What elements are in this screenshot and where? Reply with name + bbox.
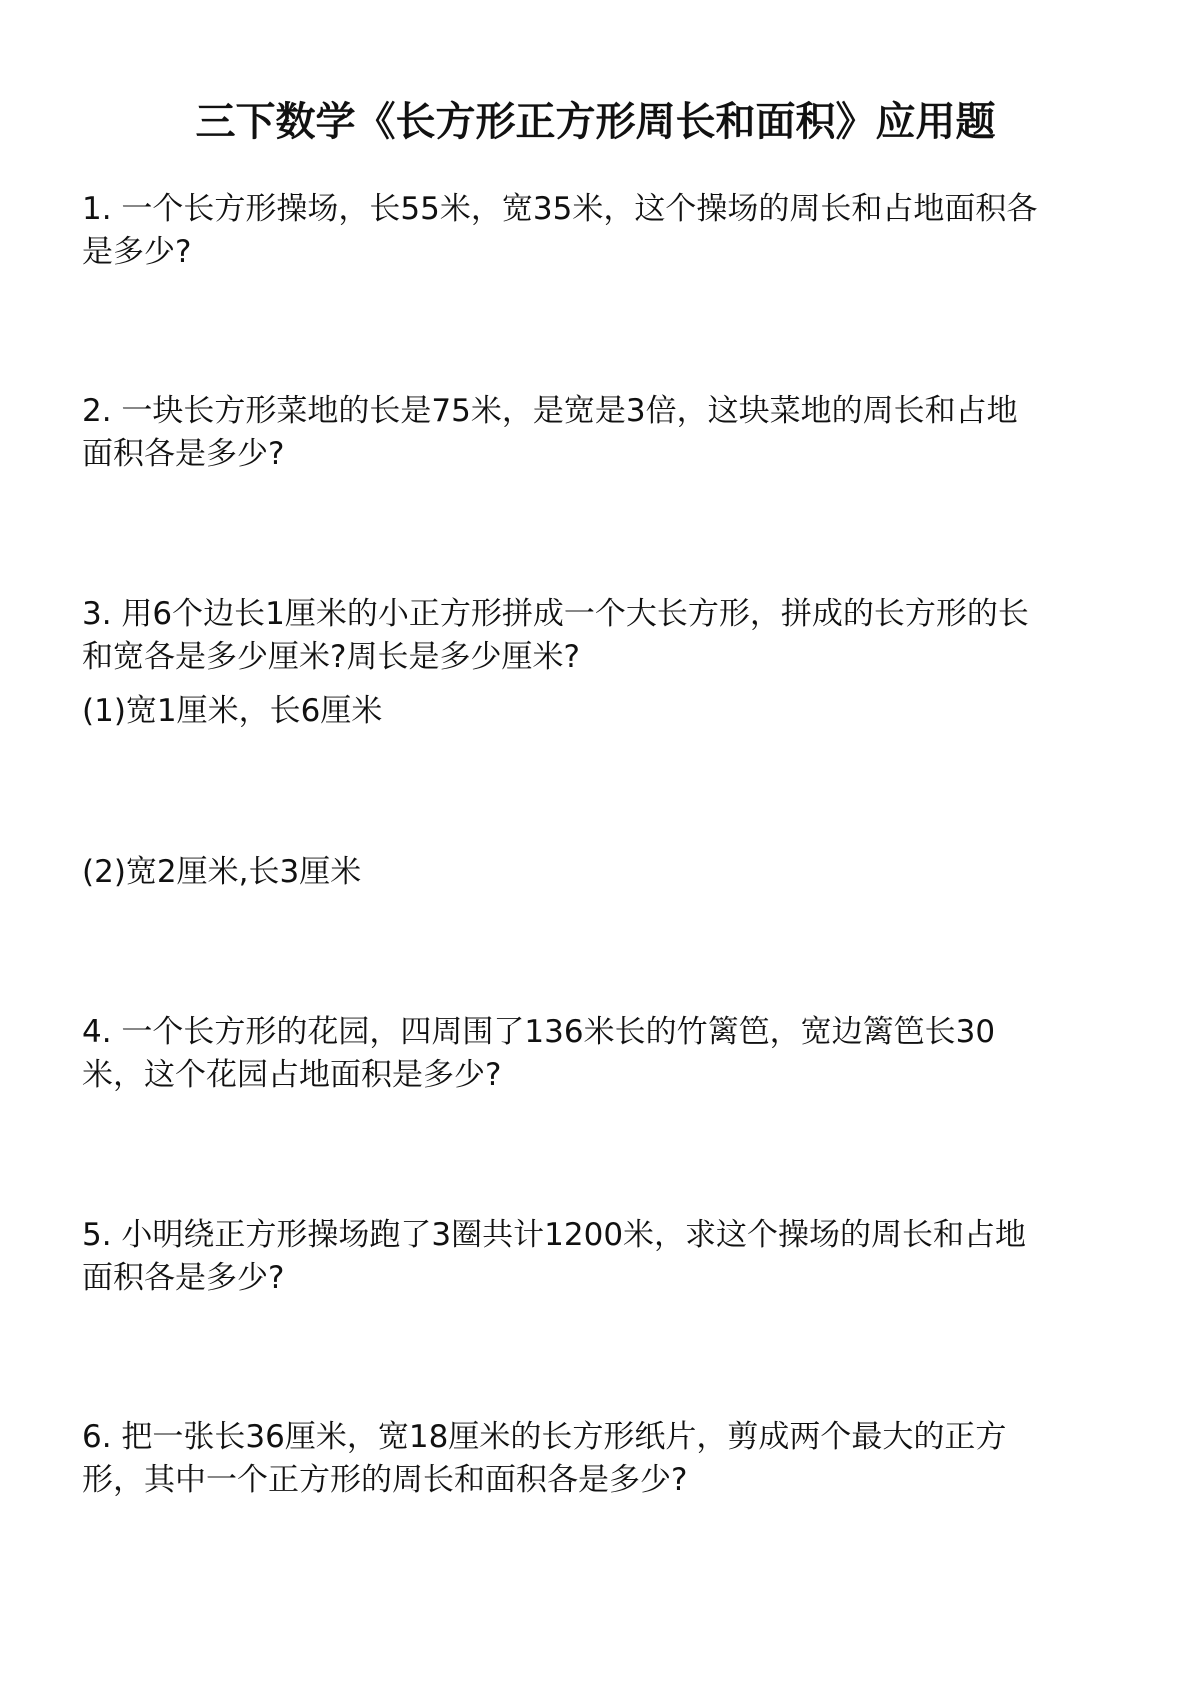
question-text: 1. 一个长方形操场，长55米，宽35米，这个操场的周长和占地面积各 [82,191,1038,227]
question-4 [82,1011,1057,1097]
question-3 [82,593,1057,679]
question-text: 面积各是多少? [82,436,285,472]
question-6 [82,1416,1057,1502]
question-3-sub-2: (2)宽2厘米,长3厘米 [82,854,362,890]
question-text: 6. 把一张长36厘米，宽18厘米的长方形纸片，剪成两个最大的正方 [82,1419,1007,1455]
question-text: 形，其中一个正方形的周长和面积各是多少? [82,1462,688,1498]
question-text: 3. 用6个边长1厘米的小正方形拼成一个大长方形，拼成的长方形的长 [82,596,1029,632]
question-1 [82,188,1057,274]
page-title: 三下数学《长方形正方形周长和面积》应用题 [195,99,996,145]
question-text: 是多少? [82,234,192,270]
question-text: 5. 小明绕正方形操场跑了3圈共计1200米，求这个操场的周长和占地 [82,1217,1027,1253]
question-text: 面积各是多少? [82,1260,285,1296]
question-5 [82,1214,1057,1300]
question-text: 4. 一个长方形的花园，四周围了136米长的竹篱笆，宽边篱笆长30 [82,1014,996,1050]
question-3-sub-1: (1)宽1厘米，长6厘米 [82,693,383,729]
question-text: 2. 一块长方形菜地的长是75米，是宽是3倍，这块菜地的周长和占地 [82,393,1018,429]
question-text: 米，这个花园占地面积是多少? [82,1057,502,1093]
question-text: 和宽各是多少厘米?周长是多少厘米? [82,639,580,675]
question-2 [82,390,1057,476]
